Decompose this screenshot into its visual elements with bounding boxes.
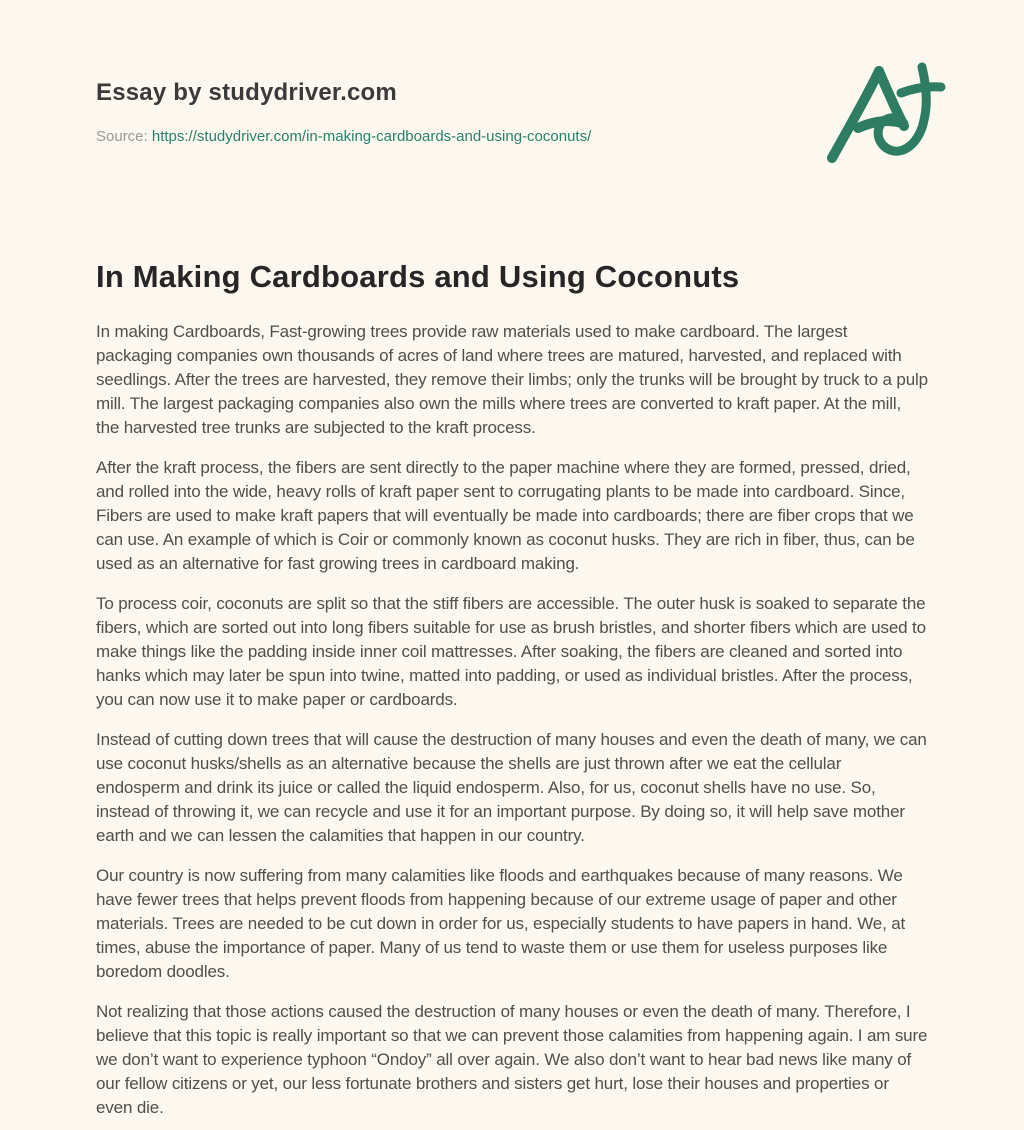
source-link[interactable]: https://studydriver.com/in-making-cardboards-and-using-coconuts/ [151, 128, 592, 145]
byline-heading: Essay by studydriver.com [96, 79, 397, 106]
essay-paragraph: In making Cardboards, Fast-growing trees provide raw materials used to make cardboard. The largest packaging companies own thousands of acres of land where trees are matured, harvested, and replaced with seedlings. After the trees are harvested, they remove their limbs; only the trunks will be brought by truck to a pulp mill. The largest packaging companies also own the mills where trees are converted to kraft paper. At the mill, the harvested tree trunks are subjected to the kraft process. [96, 322, 928, 437]
essay-paragraph: Our country is now suffering from many calamities like floods and earthquakes because of many reasons. We have fewer trees that helps prevent floods from happening because of our extreme usage of paper and other materials. Trees are needed to be cut down in order for us, especially students to have papers in hand. We, at times, abuse the importance of paper. Many of us tend to waste them or use them for useless purposes like boredom doodles. [96, 866, 906, 981]
essay-paragraph: Not realizing that those actions caused the destruction of many houses or even the death of many. Therefore, I believe that this topic is really important so that we can prevent those calamities from happening again. I am sure we don’t want to experience typhoon “Ondoy” all over again. We also don’t want to hear bad news like many of our fellow citizens or yet, our less fortunate brothers and sisters get hurt, lose their houses and properties or even die. [96, 1002, 928, 1117]
essay-paragraph: After the kraft process, the fibers are sent directly to the paper machine where they are formed, pressed, dried, and rolled into the wide, heavy rolls of kraft paper sent to corrugating plants to be made into cardboard. Since, Fibers are used to make kraft papers that will eventually be made into cardboards; there are fiber crops that we can use. An example of which is Coir or commonly known as coconut husks. They are rich in fiber, thus, can be used as an alternative for fast growing trees in cardboard making. [96, 458, 915, 573]
essay-paragraph: To process coir, coconuts are split so that the stiff fibers are accessible. The outer husk is soaked to separate the fibers, which are sorted out into long fibers suitable for use as brush bristles, and shorter fibers which are used to make things like the padding inside inner coil mattresses. After soaking, the fibers are cleaned and sorted into hanks which may later be spun into twine, matted into padding, or used as individual bristles. After the process, you can now use it to make paper or cardboards. [96, 594, 926, 709]
essay-body [96, 320, 928, 1120]
essay-title: In Making Cardboards and Using Coconuts [96, 259, 740, 294]
source-label: Source: [96, 128, 148, 145]
source-line [96, 125, 928, 149]
essay-paragraph: Instead of cutting down trees that will cause the destruction of many houses and even the death of many, we can use coconut husks/shells as an alternative because the shells are just thrown after we eat the cellular endosperm and drink its juice or called the liquid endosperm. Also, for us, coconut shells have no use. So, instead of throwing it, we can recycle and use it for an important purpose. By doing so, it will help save mother earth and we can lessen the calamities that happen in our country. [96, 730, 927, 845]
